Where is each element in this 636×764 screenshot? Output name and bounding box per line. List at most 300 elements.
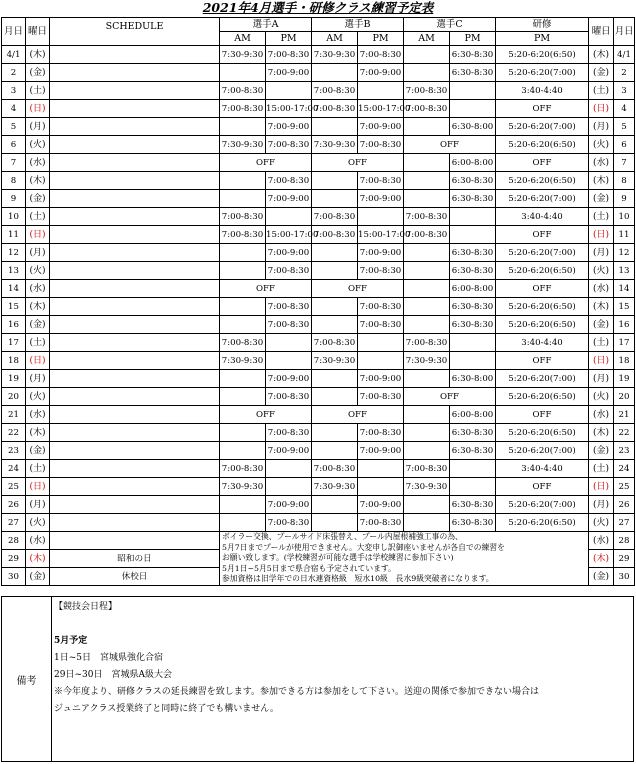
weekday-cell: (月) [26, 496, 50, 514]
slot-a-pm: 7:00-9:00 [266, 190, 312, 208]
slot-a-am [220, 442, 266, 460]
weekday-cell-right: (月) [589, 244, 614, 262]
day-cell: 9 [2, 190, 26, 208]
schedule-row [2, 496, 635, 514]
day-cell: 3 [2, 82, 26, 100]
day-cell-right: 25 [614, 478, 635, 496]
day-cell: 10 [2, 208, 26, 226]
slot-c-pm: 6:30-8:00 [450, 370, 496, 388]
slot-a-pm: 7:00-8:30 [266, 514, 312, 532]
weekday-cell: (火) [26, 262, 50, 280]
schedule-row [2, 442, 635, 460]
schedule-cell [50, 118, 220, 136]
weekday-cell: (土) [26, 208, 50, 226]
slot-a-am: 7:30-9:30 [220, 352, 266, 370]
slot-a-am: 7:00-8:30 [220, 460, 266, 478]
schedule-row [2, 352, 635, 370]
day-cell: 6 [2, 136, 26, 154]
slot-b-pm: 7:00-9:00 [358, 244, 404, 262]
schedule-row [2, 46, 635, 64]
weekday-cell-right: (水) [589, 154, 614, 172]
weekday-cell: (火) [26, 514, 50, 532]
schedule-cell [50, 172, 220, 190]
slot-b-am [312, 64, 358, 82]
slot-b-am-off: OFF [312, 154, 404, 172]
weekday-cell-right: (日) [589, 478, 614, 496]
slot-a-am [220, 298, 266, 316]
schedule-cell [50, 334, 220, 352]
slot-a-pm [266, 460, 312, 478]
slot-a-am [220, 172, 266, 190]
weekday-cell-right: (日) [589, 100, 614, 118]
weekday-cell-right: (月) [589, 118, 614, 136]
slot-b-am [312, 118, 358, 136]
day-cell: 20 [2, 388, 26, 406]
slot-b-am: 7:00-8:30 [312, 460, 358, 478]
weekday-cell: (火) [26, 136, 50, 154]
slot-training-pm: 5:20-6:20(7:00) [496, 442, 589, 460]
slot-b-am [312, 370, 358, 388]
slot-c-am: 7:30-9:30 [404, 478, 450, 496]
day-cell: 19 [2, 370, 26, 388]
header-am: AM [404, 32, 450, 46]
slot-training-pm: 5:20-6:20(7:00) [496, 244, 589, 262]
slot-a-pm: 15:00-17:00 [266, 100, 312, 118]
slot-a-pm: 7:00-8:30 [266, 172, 312, 190]
header-pm: PM [496, 32, 589, 46]
slot-a-am: 7:00-8:30 [220, 226, 266, 244]
header-group-training: 研修 [496, 18, 589, 32]
schedule-row [2, 280, 635, 298]
day-cell-right: 21 [614, 406, 635, 424]
weekday-cell-right: (土) [589, 208, 614, 226]
slot-a-pm: 7:00-9:00 [266, 442, 312, 460]
remarks-section [1, 596, 634, 762]
slot-c-pm: 6:30-8:30 [450, 190, 496, 208]
day-cell: 11 [2, 226, 26, 244]
weekday-cell: (土) [26, 334, 50, 352]
slot-training-pm: 5:20-6:20(6:50) [496, 172, 589, 190]
slot-training-pm: 5:20-6:20(7:00) [496, 190, 589, 208]
slot-c-am [404, 370, 450, 388]
schedule-cell [50, 190, 220, 208]
slot-training-pm: 5:20-6:20(7:00) [496, 64, 589, 82]
slot-a-am: 7:00-8:30 [220, 100, 266, 118]
slot-c-am: 7:00-8:30 [404, 334, 450, 352]
weekday-cell-right: (水) [589, 532, 614, 550]
schedule-cell [50, 280, 220, 298]
slot-a-pm [266, 208, 312, 226]
weekday-cell: (火) [26, 388, 50, 406]
weekday-cell-right: (月) [589, 496, 614, 514]
day-cell: 23 [2, 442, 26, 460]
slot-b-pm [358, 334, 404, 352]
slot-b-am [312, 244, 358, 262]
schedule-row [2, 208, 635, 226]
day-cell-right: 4 [614, 100, 635, 118]
schedule-row [2, 316, 635, 334]
day-cell-right: 17 [614, 334, 635, 352]
day-cell-right: 14 [614, 280, 635, 298]
slot-a-pm [266, 334, 312, 352]
slot-c-am [404, 298, 450, 316]
weekday-cell-right: (金) [589, 568, 614, 586]
slot-b-pm: 7:00-8:30 [358, 262, 404, 280]
slot-a-pm: 7:00-8:30 [266, 388, 312, 406]
slot-training-pm: 5:20-6:20(6:50) [496, 424, 589, 442]
slot-a-am-off: OFF [220, 154, 312, 172]
slot-c-am [404, 406, 450, 424]
slot-b-pm: 15:00-17:00 [358, 100, 404, 118]
slot-b-am [312, 442, 358, 460]
day-cell: 4/1 [2, 46, 26, 64]
notice-line: 5月1日~5月5日まで県合宿も予定されています。 [222, 563, 396, 573]
slot-b-am: 7:00-8:30 [312, 226, 358, 244]
slot-training-pm: OFF [496, 478, 589, 496]
schedule-cell [50, 100, 220, 118]
weekday-cell-right: (木) [589, 46, 614, 64]
schedule-row [2, 388, 635, 406]
day-cell: 8 [2, 172, 26, 190]
day-cell: 18 [2, 352, 26, 370]
weekday-cell: (金) [26, 316, 50, 334]
slot-b-am [312, 514, 358, 532]
slot-b-pm: 7:00-8:30 [358, 46, 404, 64]
day-cell: 26 [2, 496, 26, 514]
weekday-cell: (日) [26, 352, 50, 370]
weekday-cell: (月) [26, 370, 50, 388]
slot-b-am [312, 424, 358, 442]
schedule-row [2, 406, 635, 424]
weekday-cell: (木) [26, 550, 50, 568]
slot-c-am: 7:00-8:30 [404, 100, 450, 118]
slot-b-am [312, 298, 358, 316]
weekday-cell-right: (木) [589, 550, 614, 568]
schedule-row [2, 82, 635, 100]
slot-training-pm: OFF [496, 226, 589, 244]
slot-training-pm: 5:20-6:20(6:50) [496, 316, 589, 334]
schedule-cell [50, 316, 220, 334]
slot-b-pm [358, 82, 404, 100]
day-cell-right: 18 [614, 352, 635, 370]
header-group-a: 選手A [220, 18, 312, 32]
schedule-cell [50, 208, 220, 226]
day-cell: 25 [2, 478, 26, 496]
day-cell: 29 [2, 550, 26, 568]
slot-b-pm: 7:00-9:00 [358, 118, 404, 136]
day-cell-right: 19 [614, 370, 635, 388]
slot-c-pm: 6:30-8:30 [450, 514, 496, 532]
slot-b-am [312, 496, 358, 514]
slot-training-pm: 5:20-6:20(6:50) [496, 136, 589, 154]
slot-c-am-off: OFF [404, 136, 496, 154]
day-cell: 30 [2, 568, 26, 586]
slot-a-pm: 7:00-9:00 [266, 64, 312, 82]
day-cell: 22 [2, 424, 26, 442]
slot-c-pm: 6:30-8:30 [450, 172, 496, 190]
slot-c-pm: 6:30-8:30 [450, 424, 496, 442]
slot-a-pm: 15:00-17:00 [266, 226, 312, 244]
weekday-cell: (水) [26, 532, 50, 550]
weekday-cell: (月) [26, 118, 50, 136]
slot-a-am [220, 262, 266, 280]
weekday-cell-right: (木) [589, 298, 614, 316]
schedule-row [2, 136, 635, 154]
slot-a-pm [266, 478, 312, 496]
slot-b-am [312, 262, 358, 280]
slot-b-pm [358, 478, 404, 496]
slot-c-pm: 6:30-8:00 [450, 118, 496, 136]
slot-b-am-off: OFF [312, 280, 404, 298]
slot-c-pm: 6:30-8:30 [450, 46, 496, 64]
slot-c-am [404, 64, 450, 82]
slot-c-pm [450, 460, 496, 478]
slot-b-am [312, 190, 358, 208]
slot-training-pm: 3:40-4:40 [496, 460, 589, 478]
notice-line: ボイラー交換、プールサイド床張替え、プール内屋根補強工事の為、 [222, 532, 463, 541]
day-cell: 21 [2, 406, 26, 424]
slot-training-pm: OFF [496, 154, 589, 172]
weekday-cell-right: (日) [589, 352, 614, 370]
schedule-cell [50, 442, 220, 460]
slot-a-pm: 7:00-8:30 [266, 424, 312, 442]
slot-c-pm [450, 100, 496, 118]
slot-c-am [404, 442, 450, 460]
remarks-label: 備考 [2, 597, 52, 761]
day-cell-right: 13 [614, 262, 635, 280]
slot-b-am-off: OFF [312, 406, 404, 424]
day-cell-right: 11 [614, 226, 635, 244]
schedule-row [2, 118, 635, 136]
slot-training-pm: 5:20-6:20(6:50) [496, 298, 589, 316]
weekday-cell-right: (金) [589, 442, 614, 460]
schedule-cell [50, 352, 220, 370]
slot-c-am [404, 280, 450, 298]
header-schedule: SCHEDULE [50, 18, 220, 46]
slot-a-am [220, 64, 266, 82]
weekday-cell: (水) [26, 406, 50, 424]
day-cell: 14 [2, 280, 26, 298]
slot-c-am [404, 514, 450, 532]
slot-c-am: 7:00-8:30 [404, 226, 450, 244]
slot-c-am [404, 190, 450, 208]
day-cell-right: 3 [614, 82, 635, 100]
slot-b-am: 7:30-9:30 [312, 478, 358, 496]
day-cell-right: 15 [614, 298, 635, 316]
day-cell-right: 7 [614, 154, 635, 172]
slot-b-am [312, 316, 358, 334]
day-cell-right: 12 [614, 244, 635, 262]
slot-a-am [220, 388, 266, 406]
notice-line: 5月7日までプールが使用できません。大変申し訳御座いませんが各自での練習を [222, 542, 505, 552]
schedule-row [2, 244, 635, 262]
slot-training-pm: 5:20-6:20(6:50) [496, 514, 589, 532]
schedule-row [2, 100, 635, 118]
slot-b-am: 7:00-8:30 [312, 100, 358, 118]
slot-c-pm [450, 334, 496, 352]
schedule-cell [50, 532, 220, 550]
slot-c-am [404, 154, 450, 172]
schedule-cell [50, 226, 220, 244]
slot-training-pm: OFF [496, 280, 589, 298]
day-cell-right: 28 [614, 532, 635, 550]
weekday-cell-right: (火) [589, 388, 614, 406]
weekday-cell: (月) [26, 244, 50, 262]
slot-b-pm [358, 208, 404, 226]
slot-a-am [220, 496, 266, 514]
slot-c-pm [450, 478, 496, 496]
header-am: AM [220, 32, 266, 46]
weekday-cell: (土) [26, 460, 50, 478]
slot-b-pm: 7:00-8:30 [358, 424, 404, 442]
slot-b-am: 7:00-8:30 [312, 82, 358, 100]
remarks-note: ※今年度より、研修クラスの延長練習を致します。参加できる方は参加をして下さい。送迎の関係で参加できない場合は [54, 687, 540, 697]
weekday-cell-right: (木) [589, 424, 614, 442]
weekday-cell-right: (金) [589, 64, 614, 82]
slot-a-pm: 7:00-9:00 [266, 118, 312, 136]
weekday-cell: (土) [26, 82, 50, 100]
slot-c-pm: 6:00-8:00 [450, 154, 496, 172]
weekday-cell-right: (火) [589, 262, 614, 280]
slot-b-pm: 7:00-9:00 [358, 190, 404, 208]
schedule-row [2, 64, 635, 82]
day-cell: 12 [2, 244, 26, 262]
day-cell: 27 [2, 514, 26, 532]
header-group-b: 選手B [312, 18, 404, 32]
slot-b-pm: 7:00-9:00 [358, 496, 404, 514]
day-cell: 16 [2, 316, 26, 334]
schedule-cell [50, 154, 220, 172]
schedule-cell [50, 424, 220, 442]
slot-a-am [220, 118, 266, 136]
day-cell: 4 [2, 100, 26, 118]
slot-c-am [404, 244, 450, 262]
slot-c-am-off: OFF [404, 388, 496, 406]
slot-b-pm: 7:00-9:00 [358, 370, 404, 388]
schedule-cell [50, 262, 220, 280]
slot-b-am: 7:30-9:30 [312, 46, 358, 64]
slot-c-pm: 6:30-8:30 [450, 316, 496, 334]
slot-training-pm: 3:40-4:40 [496, 208, 589, 226]
slot-c-pm: 6:30-8:30 [450, 262, 496, 280]
slot-c-pm: 6:00-8:00 [450, 280, 496, 298]
day-cell-right: 23 [614, 442, 635, 460]
slot-b-pm [358, 460, 404, 478]
holiday-label: 昭和の日 [50, 550, 220, 568]
slot-b-pm: 7:00-8:30 [358, 172, 404, 190]
day-cell-right: 29 [614, 550, 635, 568]
slot-training-pm: 3:40-4:40 [496, 334, 589, 352]
schedule-cell [50, 460, 220, 478]
day-cell-right: 30 [614, 568, 635, 586]
schedule-cell [50, 244, 220, 262]
slot-c-pm: 6:00-8:00 [450, 406, 496, 424]
slot-c-pm [450, 226, 496, 244]
day-cell-right: 24 [614, 460, 635, 478]
day-cell-right: 2 [614, 64, 635, 82]
day-cell-right: 4/1 [614, 46, 635, 64]
slot-c-pm: 6:30-8:30 [450, 298, 496, 316]
day-cell-right: 22 [614, 424, 635, 442]
day-cell: 7 [2, 154, 26, 172]
day-cell-right: 5 [614, 118, 635, 136]
slot-b-pm [358, 352, 404, 370]
slot-b-am [312, 172, 358, 190]
weekday-cell-right: (土) [589, 334, 614, 352]
schedule-cell [50, 64, 220, 82]
slot-c-am: 7:00-8:30 [404, 460, 450, 478]
schedule-row [2, 172, 635, 190]
weekday-cell-right: (月) [589, 370, 614, 388]
header-weekday: 曜日 [26, 18, 50, 46]
slot-c-am [404, 424, 450, 442]
weekday-cell: (水) [26, 280, 50, 298]
schedule-cell [50, 496, 220, 514]
weekday-cell-right: (日) [589, 226, 614, 244]
slot-a-am [220, 424, 266, 442]
header-am: AM [312, 32, 358, 46]
closure-notice [220, 532, 589, 586]
weekday-cell: (木) [26, 172, 50, 190]
header-pm: PM [450, 32, 496, 46]
holiday-label: 休校日 [50, 568, 220, 586]
schedule-table [1, 17, 635, 586]
slot-training-pm: 5:20-6:20(6:50) [496, 262, 589, 280]
notice-line: 参加資格は旧学年での日水連資格級 短水10級 長水9級突破者になります。 [222, 574, 494, 584]
slot-c-am [404, 262, 450, 280]
remarks-section-title: 【競技会日程】 [54, 602, 118, 612]
slot-a-am [220, 244, 266, 262]
weekday-cell-right: (金) [589, 316, 614, 334]
header-day-right: 月日 [614, 18, 635, 46]
day-cell-right: 10 [614, 208, 635, 226]
slot-training-pm: OFF [496, 100, 589, 118]
schedule-cell [50, 298, 220, 316]
weekday-cell: (日) [26, 226, 50, 244]
slot-a-am: 7:30-9:30 [220, 478, 266, 496]
weekday-cell-right: (木) [589, 172, 614, 190]
slot-c-pm: 6:30-8:30 [450, 244, 496, 262]
schedule-row [2, 370, 635, 388]
slot-a-am: 7:30-9:30 [220, 46, 266, 64]
slot-a-am [220, 316, 266, 334]
slot-a-pm: 7:00-9:00 [266, 370, 312, 388]
slot-b-pm: 15:00-17:00 [358, 226, 404, 244]
slot-training-pm: OFF [496, 406, 589, 424]
slot-a-pm: 7:00-8:30 [266, 316, 312, 334]
slot-c-am [404, 316, 450, 334]
slot-a-pm: 7:00-8:30 [266, 136, 312, 154]
weekday-cell-right: (水) [589, 406, 614, 424]
weekday-cell: (木) [26, 46, 50, 64]
slot-b-am: 7:00-8:30 [312, 208, 358, 226]
slot-a-am-off: OFF [220, 280, 312, 298]
slot-c-am: 7:00-8:30 [404, 82, 450, 100]
header-day: 月日 [2, 18, 26, 46]
slot-a-pm: 7:00-8:30 [266, 262, 312, 280]
slot-c-am: 7:30-9:30 [404, 352, 450, 370]
event-item: 29日~30日 宮城県A級大会 [54, 670, 172, 680]
slot-a-am: 7:00-8:30 [220, 334, 266, 352]
schedule-cell [50, 136, 220, 154]
slot-b-am: 7:30-9:30 [312, 352, 358, 370]
event-item: 1日~5日 宮城県強化合宿 [54, 653, 163, 663]
day-cell: 5 [2, 118, 26, 136]
slot-c-pm: 6:30-8:30 [450, 64, 496, 82]
slot-a-am: 7:00-8:30 [220, 82, 266, 100]
slot-a-pm: 7:00-9:00 [266, 496, 312, 514]
slot-a-pm: 7:00-9:00 [266, 244, 312, 262]
